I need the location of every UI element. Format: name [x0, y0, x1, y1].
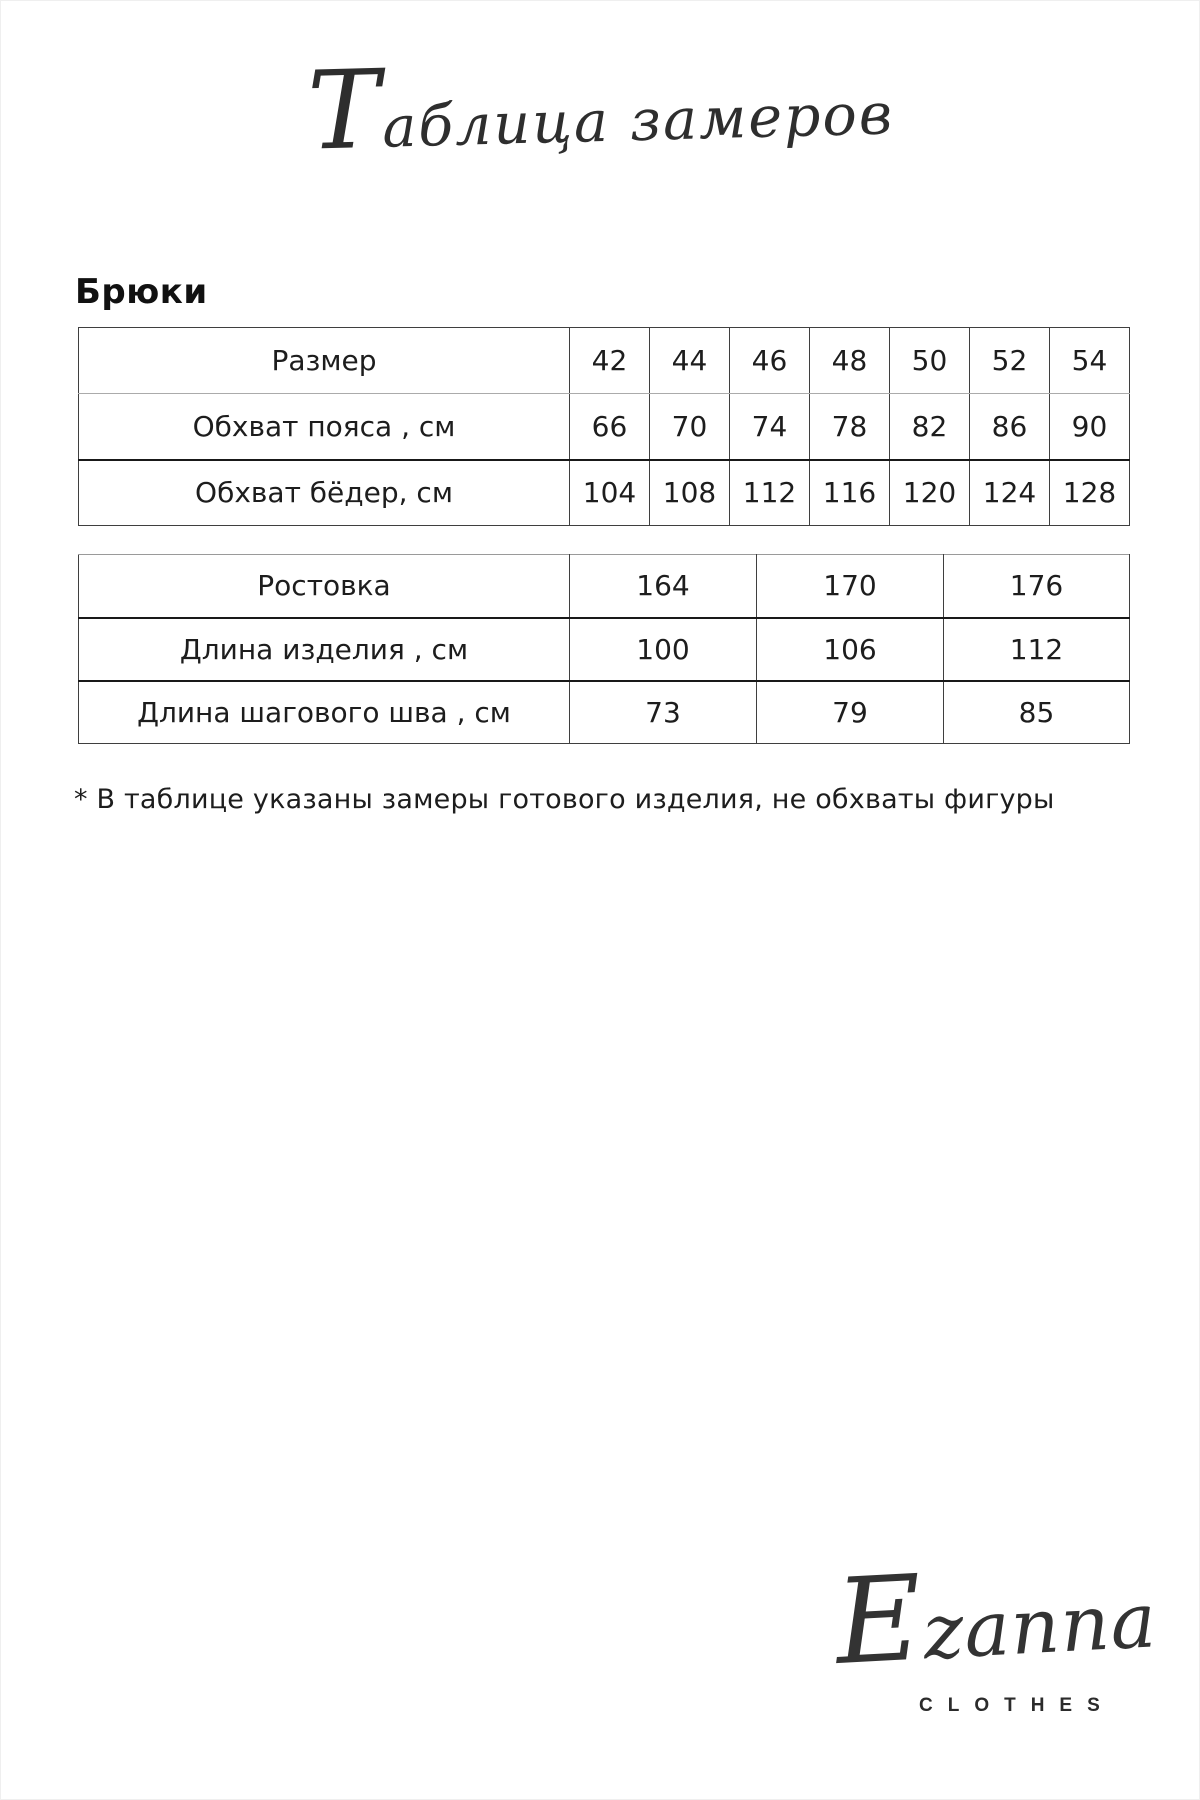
value-cell: 128	[1050, 460, 1130, 526]
row-label-cell: Обхват пояса , см	[79, 394, 570, 460]
row-label-cell: Размер	[79, 328, 570, 394]
table-row	[79, 618, 1130, 681]
value-cell: 78	[810, 394, 890, 460]
section-heading: Брюки	[75, 272, 208, 312]
row-label-cell: Длина шагового шва , см	[79, 681, 570, 744]
size-table	[78, 327, 1130, 526]
value-cell: 70	[650, 394, 730, 460]
table-row	[79, 328, 1130, 394]
value-cell: 104	[570, 460, 650, 526]
value-cell: 82	[890, 394, 970, 460]
value-cell: 50	[890, 328, 970, 394]
value-cell: 112	[944, 618, 1130, 681]
row-label-cell: Ростовка	[79, 555, 570, 618]
value-cell: 48	[810, 328, 890, 394]
page-title: Таблица замеров	[305, 45, 895, 175]
footnote: * В таблице указаны замеры готового изделия, не обхваты фигуры	[74, 784, 1055, 815]
value-cell: 42	[570, 328, 650, 394]
value-cell: 85	[944, 681, 1130, 744]
row-label-cell: Длина изделия , см	[79, 618, 570, 681]
value-cell: 44	[650, 328, 730, 394]
table-row	[79, 681, 1130, 744]
table-row	[79, 394, 1130, 460]
value-cell: 52	[970, 328, 1050, 394]
value-cell: 116	[810, 460, 890, 526]
value-cell: 54	[1050, 328, 1130, 394]
value-cell: 46	[730, 328, 810, 394]
brand-logo	[781, 1549, 1181, 1759]
value-cell: 106	[757, 618, 944, 681]
brand-subtitle: CLOTHES	[919, 1695, 1115, 1716]
value-cell: 120	[890, 460, 970, 526]
value-cell: 79	[757, 681, 944, 744]
value-cell: 86	[970, 394, 1050, 460]
value-cell: 124	[970, 460, 1050, 526]
value-cell: 112	[730, 460, 810, 526]
table-row	[79, 460, 1130, 526]
value-cell: 176	[944, 555, 1130, 618]
value-cell: 170	[757, 555, 944, 618]
value-cell: 66	[570, 394, 650, 460]
value-cell: 164	[570, 555, 757, 618]
value-cell: 100	[570, 618, 757, 681]
value-cell: 90	[1050, 394, 1130, 460]
table-row	[79, 555, 1130, 618]
value-cell: 108	[650, 460, 730, 526]
brand-name-script: Ezanna	[832, 1549, 1159, 1691]
row-label-cell: Обхват бёдер, см	[79, 460, 570, 526]
value-cell: 73	[570, 681, 757, 744]
length-table	[78, 554, 1130, 744]
value-cell: 74	[730, 394, 810, 460]
